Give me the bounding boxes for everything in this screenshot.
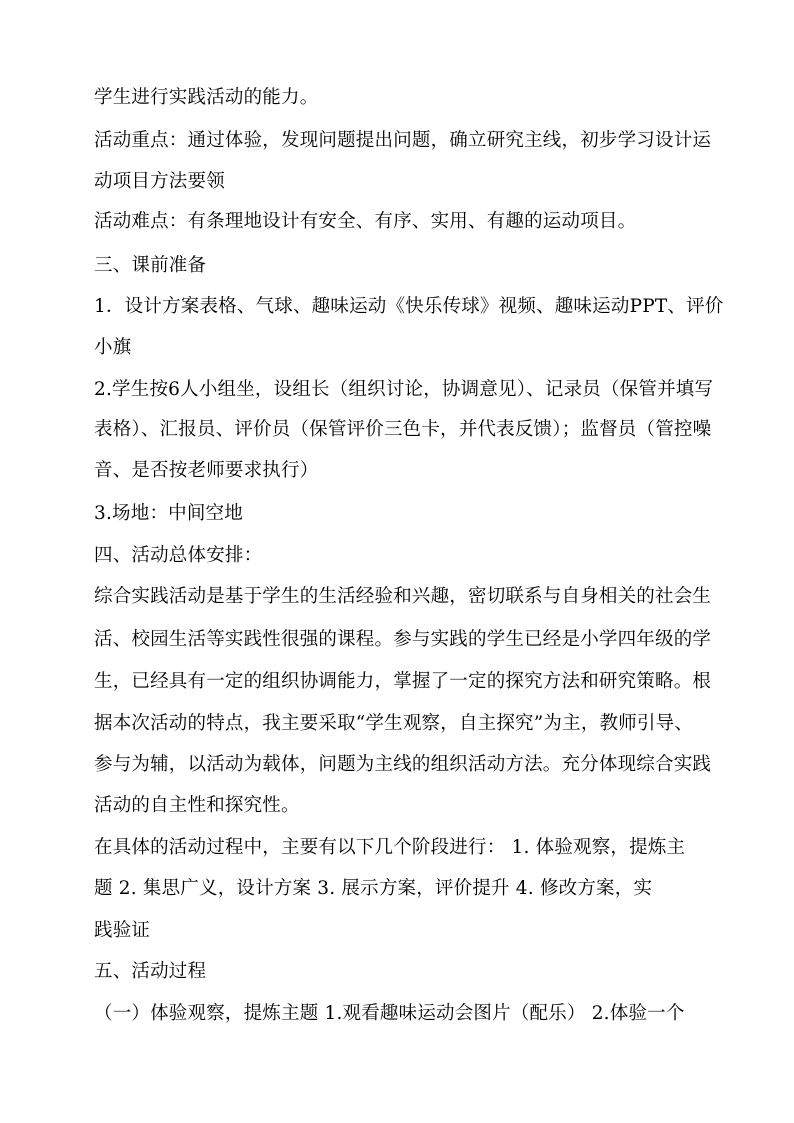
text-line: 3.场地：中间空地 — [94, 503, 243, 524]
text-line: 学生进行实践活动的能力。 — [94, 87, 319, 108]
text-line: 活动重点：通过体验，发现问题提出问题，确立研究主线，初步学习设计运 — [94, 130, 712, 151]
text-line: 小旗 — [94, 337, 132, 358]
section-heading: 三、课前准备 — [94, 255, 207, 276]
text-line: 在具体的活动过程中，主要有以下几个阶段进行： 1. 体验观察，提炼主 — [94, 837, 686, 858]
text-line: 活动难点：有条理地设计有安全、有序、实用、有趣的运动项目。 — [94, 211, 637, 232]
text-line: （一）体验观察，提炼主题 1.观看趣味运动会图片（配乐） 2.体验一个 — [94, 1003, 685, 1024]
text-line: 2.学生按6人小组坐，设组长（组织讨论，协调意见）、记录员（保管并填写 — [94, 379, 714, 400]
text-line: 据本次活动的特点，我主要采取“学生观察，自主探究”为主，教师引导、 — [94, 713, 694, 734]
text-line: 生，已经具有一定的组织协调能力，掌握了一定的探究方法和研究策略。根 — [94, 671, 712, 692]
text-line: 表格）、汇报员、评价员（保管评价三色卡，并代表反馈）；监督员（管控噪 — [94, 419, 712, 440]
text-line: 音、是否按老师要求执行） — [94, 460, 319, 481]
text-line: 题 2. 集思广义，设计方案 3. 展示方案，评价提升 4. 修改方案，实 — [94, 878, 653, 899]
section-heading: 五、活动过程 — [94, 961, 207, 982]
text-line: 活、校园生活等实践性很强的课程。参与实践的学生已经是小学四年级的学 — [94, 629, 712, 650]
text-line: 践验证 — [94, 920, 151, 941]
text-line: 活动的自主性和探究性。 — [94, 795, 300, 816]
text-line: 综合实践活动是基于学生的生活经验和兴趣，密切联系与自身相关的社会生 — [94, 586, 712, 607]
text-line: 参与为辅，以活动为载体，问题为主线的组织活动方法。充分体现综合实践 — [94, 754, 712, 775]
section-heading: 四、活动总体安排： — [94, 545, 263, 566]
text-line: 1．设计方案表格、气球、趣味运动《快乐传球》视频、趣味运动PPT、评价 — [94, 296, 724, 317]
text-line: 动项目方法要领 — [94, 171, 225, 192]
